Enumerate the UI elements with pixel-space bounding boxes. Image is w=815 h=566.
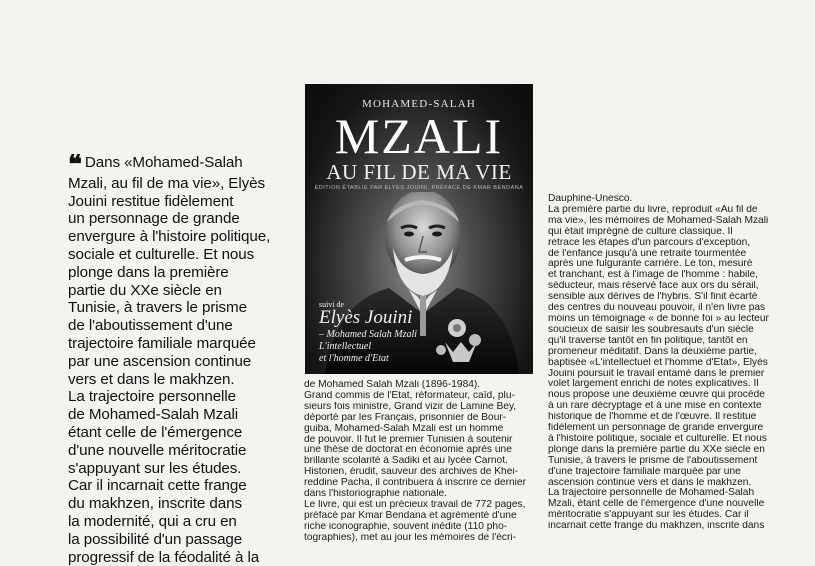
quote-line: trajectoire familiale marquée bbox=[68, 334, 256, 352]
article-column-right bbox=[548, 194, 815, 532]
article-line: ma vie», les mémoires de Mohamed-Salah Mzali bbox=[548, 215, 769, 226]
cover-author: MOHAMED-SALAH bbox=[362, 98, 476, 110]
article-line: Grand commis de l'Etat, réformateur, caïd, plu- bbox=[304, 390, 515, 401]
cover-work-line: – Mohamed Salah Mzali bbox=[319, 329, 418, 340]
cover-work-line: L'intellectuel bbox=[319, 341, 372, 352]
article-line: Mzali, étant celle de l'émergence d'une nouvelle bbox=[548, 499, 765, 510]
quote-line: La trajectoire personnelle bbox=[68, 388, 236, 406]
article-line: La trajectoire personnelle de Mohamed-Salah bbox=[548, 488, 755, 499]
quote-line: par une ascension continue bbox=[68, 352, 252, 370]
article-line: méritocratie s'appuyant sur les études. Car il bbox=[548, 510, 749, 521]
quote-line: Car il incarnait cette frange bbox=[68, 477, 247, 495]
article-line: d'une trajectoire familiale marquée par une bbox=[548, 466, 741, 477]
article-line: moins un témoignage « de bonne foi » au lecteur bbox=[548, 313, 769, 324]
article-line: dans l'historiographie nationale. bbox=[304, 489, 447, 500]
article-line: de l'enfance jusqu'à une retraite tourmentée bbox=[548, 248, 747, 259]
article-line: à un rare décryptage et à une mise en contexte bbox=[548, 401, 762, 412]
article-line: préfacé par Kmar Bendana et agrémenté d'une bbox=[304, 510, 517, 521]
article-line: riche iconographie, souvent inédite (110 pho- bbox=[304, 521, 508, 532]
article-line: volet largement enrichi de notes explicatives. Il bbox=[548, 379, 759, 390]
quote-line: s'appuyant sur les études. bbox=[68, 459, 242, 477]
cover-suivi: suivi de bbox=[319, 300, 345, 309]
quote-line: Tunisie, à travers le prisme bbox=[68, 299, 247, 317]
article-line: historique de l'homme et de l'œuvre. Il restitue bbox=[548, 412, 757, 423]
cover-subtitle: AU FIL DE MA VIE bbox=[326, 160, 512, 184]
opening-quote-mark: ❝ bbox=[68, 154, 82, 175]
article-line: incarnait cette frange du makhzen, inscrite dans bbox=[548, 521, 765, 532]
quote-line: du makhzen, inscrite dans bbox=[68, 495, 242, 513]
article-line: fidèlement un personnage de grande envergure bbox=[548, 423, 764, 434]
article-line: Jouini poursuit le travail entamé dans le premier bbox=[548, 368, 765, 379]
article-line: sensible aux dérives de l'hybris. S'il finit écarté bbox=[548, 292, 758, 303]
cover-work-line: et l'homme d'Etat bbox=[319, 353, 389, 364]
article-line: après une fulgurante carrière. Le ton, mesuré bbox=[548, 259, 753, 270]
quote-line: partie du XXe siècle en bbox=[68, 281, 222, 299]
article-line: sieurs fois ministre, Grand vizir de Lamine Bey, bbox=[304, 401, 517, 412]
quote-line: la possibilité d'un passage bbox=[68, 530, 243, 548]
article-line: promeneur méditatif. Dans la deuxième partie, bbox=[548, 346, 757, 357]
article-line: reddine Pacha, il contribuera à inscrire ce dernier bbox=[304, 478, 526, 489]
quote-text: Dans «Mohamed-Salah bbox=[84, 154, 243, 171]
article-line: qu'il traverse tantôt en fin politique, tantôt en bbox=[548, 335, 748, 346]
article-line: Historien, érudit, sauveur des archives de Khei- bbox=[304, 467, 519, 478]
article-line: tographies), met au jour les mémoires de l'écri- bbox=[304, 532, 517, 543]
article-line: de Mohamed Salah Mzali (1896-1984). bbox=[304, 380, 481, 390]
quote-line: la modernité, qui a cru en bbox=[68, 512, 237, 530]
quote-line: de l'aboutissement d'une bbox=[68, 317, 233, 335]
pull-quote bbox=[68, 154, 290, 566]
quote-line: de Mohamed-Salah Mzali bbox=[68, 406, 239, 424]
article-line: à l'histoire politique, sociale et culturelle. Et nous bbox=[548, 433, 767, 444]
article-line: ascension continue vers et dans le makhzen. bbox=[548, 477, 752, 488]
article-line: séducteur, mais réservé face aux ors du sérail, bbox=[548, 281, 759, 292]
article-line: La première partie du livre, reproduit «Au fil de bbox=[548, 204, 758, 215]
quote-line: plonge dans la première bbox=[68, 263, 229, 281]
quote-line: envergure à l'histoire politique, bbox=[68, 228, 271, 246]
article-line: Le livre, qui est un précieux travail de 772 pages, bbox=[304, 499, 526, 510]
article-line: nous propose une deuxième œuvre qui procède bbox=[548, 390, 765, 401]
quote-line: vers et dans le makhzen. bbox=[68, 370, 235, 388]
cover-coauthor-block bbox=[319, 300, 417, 365]
article-line: Dauphine-Unesco. bbox=[548, 194, 633, 204]
article-line: brillante scolarité à Sadiki et au lycée Carnot. bbox=[304, 456, 508, 467]
article-line: qui était imprégné de culture classique. Il bbox=[548, 226, 733, 237]
article-line: guiba, Mohamed-Salah Mzali est un homme bbox=[304, 423, 504, 434]
quote-line: Mzali, au fil de ma vie», Elyès bbox=[68, 174, 265, 192]
cover-coauthor: Elyès Jouini bbox=[319, 307, 413, 328]
article-line: baptisée «L'intellectuel et l'homme d'Etat», Elyès bbox=[548, 357, 768, 368]
article-line: retrace les étapes d'un parcours d'exception, bbox=[548, 237, 751, 248]
quote-line: d'une nouvelle méritocratie bbox=[68, 441, 247, 459]
quote-line: sociale et culturelle. Et nous bbox=[68, 245, 255, 263]
article-line: et tranchant, est à l'image de l'homme : habile, bbox=[548, 270, 759, 281]
quote-line: étant celle de l'émergence bbox=[68, 423, 243, 441]
quote-line: un personnage de grande bbox=[68, 210, 240, 228]
book-cover bbox=[305, 84, 533, 374]
article-line: plonge dans la première partie du XXe siècle en bbox=[548, 444, 765, 455]
cover-edition-line: ÉDITION ÉTABLIE PAR ELYÈS JOUINI, PRÉFACE DE KMAR BENDANA bbox=[314, 185, 524, 191]
article-line: une thèse de doctorat en économie après une bbox=[304, 445, 512, 456]
article-line: soucieux de saisir les soubresauts d'un siècle bbox=[548, 324, 754, 335]
article-line: déporté par les Français, prisonnier de Bour- bbox=[304, 412, 507, 423]
quote-line: progressif de la féodalité à la bbox=[68, 548, 260, 566]
cover-title: MZALI bbox=[334, 108, 504, 164]
quote-line: Jouini restitue fidèlement bbox=[68, 192, 234, 210]
article-line: de pouvoir. Il fut le premier Tunisien à soutenir bbox=[304, 434, 513, 445]
article-line: Tunisie, à travers le prisme de l'aboutissement bbox=[548, 455, 758, 466]
article-line: des centres du nouveau pouvoir, il n'en livre pas bbox=[548, 303, 766, 314]
quote-line bbox=[68, 154, 290, 175]
article-column-middle bbox=[304, 380, 536, 544]
